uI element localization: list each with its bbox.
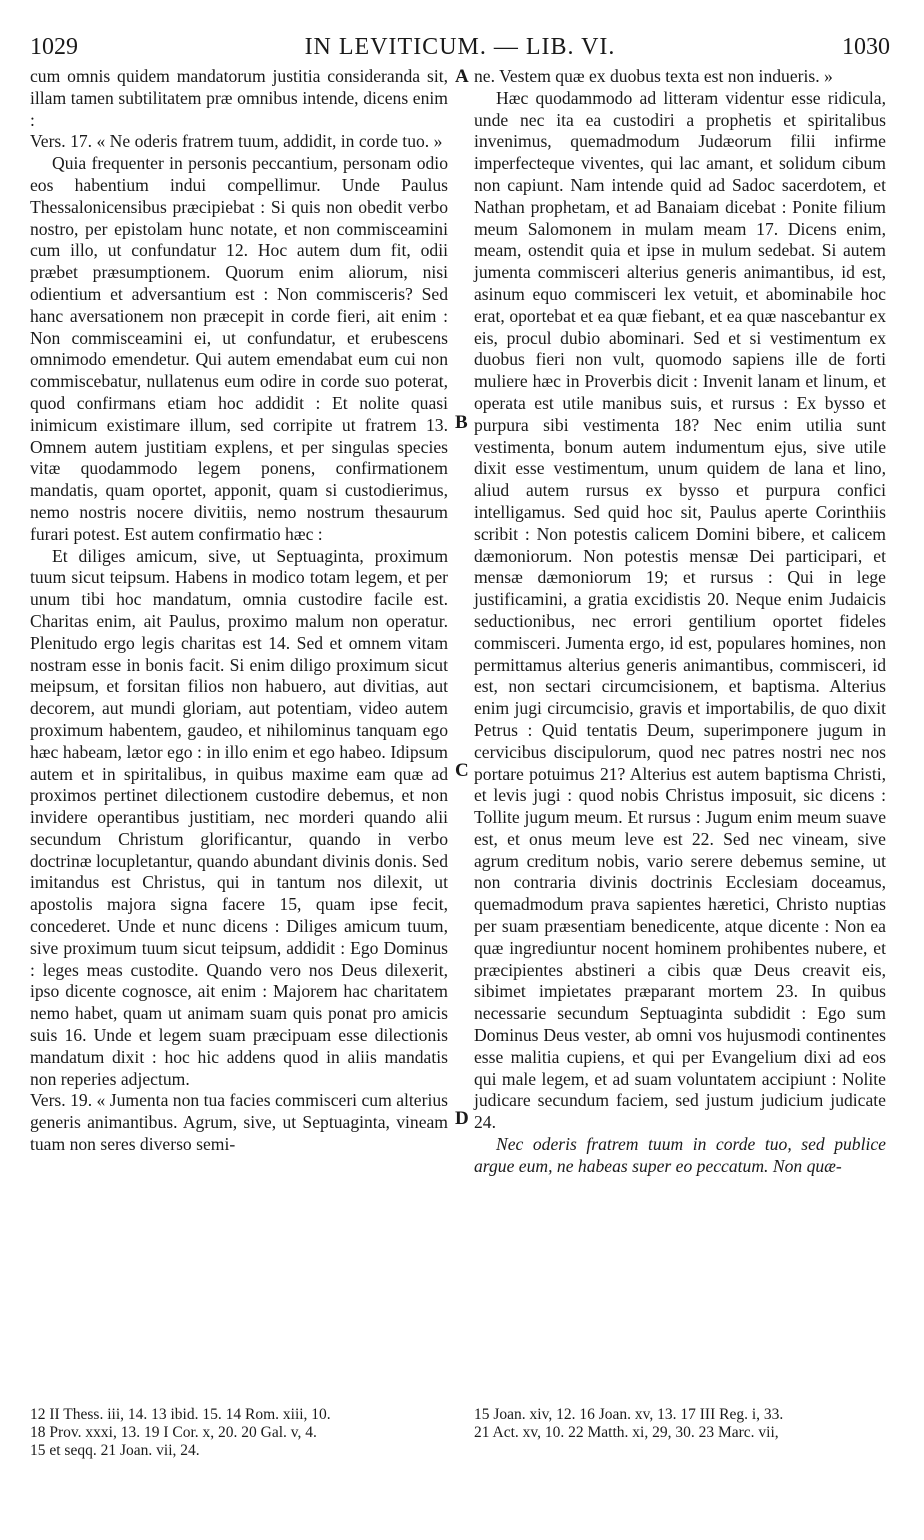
- page-number-right: 1030: [842, 34, 890, 60]
- margin-letter-c: C: [455, 760, 469, 781]
- running-title: IN LEVITICUM. — LIB. VI.: [304, 34, 616, 60]
- left-column: [30, 66, 448, 1156]
- page-header: [30, 34, 890, 64]
- verse-heading: Vers. 17. « Ne oderis fratrem tuum, addidit, in corde tuo. »: [30, 131, 443, 152]
- paragraph: Et diliges amicum, sive, ut Septuaginta, proximum tuum sicut teipsum. Habens in modico totam legem, et per unum tibi hoc mandatum, omnia custodire facile est. Charitas enim, ait Paulus, proximo malum non operatur. Plenitudo ergo legis charitas est 14. Sed et omnem vitam nostram esse in bonis facit. Si enim diligo proximum sicut meipsum, et forsitan filios non habuero, aut divitias, aut decorem, aut mundi gloriam, aut potentiam, video autem proximum habentem, gaudeo, et nihilominus tanquam ego hæc habeam, lætor ego : in illo enim et ego habeo. Idipsum autem et in spiritalibus, in quibus maxime eam quæ ad proximos pertinet dilectionem custodire debemus, et non invidere operantibus justitiam, nec morderi quando alii secundum Christum glorificantur, quando in verbo doctrinæ locupletantur, quando abundant divinis donis. Sed imitandus est Christus, qui in tantum nos dilexit, ut apostolis majora signa facere 15, quam ipse fecit, concederet. Unde et nunc dicens : Diliges amicum tuum, sive proximum tuum sicut teipsum, addidit : Ego Dominus : leges meas custodite. Quando vero nos Deus dilexerit, ipso dicente cognosce, ait enim : Majorem hac charitatem nemo habet, quam ut animam suam quis ponat pro amicis suis 16. Unde et legem suam præcipuam esse dilectionis mandatum dixit : hoc hic addens quod in aliis mandatis non reperies adjectum.: [30, 545, 448, 1089]
- margin-letter-b: B: [455, 412, 468, 433]
- footnote-line: 15 Joan. xiv, 12. 16 Joan. xv, 13. 17 III Reg. i, 33.: [474, 1406, 784, 1423]
- footnotes-left: [30, 1406, 450, 1460]
- footnote-line: 15 et seqq. 21 Joan. vii, 24.: [30, 1442, 200, 1459]
- paragraph: ne. Vestem quæ ex duobus texta est non indueris. »: [474, 66, 833, 86]
- margin-letter-d: D: [455, 1108, 469, 1129]
- right-column: [474, 66, 886, 1178]
- paragraph: cum omnis quidem mandatorum justitia consideranda sit, illam tamen subtilitatem præ omnibus intende, dicens enim :: [30, 66, 448, 130]
- footnote-line: 12 II Thess. iii, 14. 13 ibid. 15. 14 Rom. xiii, 10.: [30, 1406, 331, 1423]
- footnote-line: 18 Prov. xxxi, 13. 19 I Cor. x, 20. 20 Gal. v, 4.: [30, 1424, 317, 1441]
- margin-letter-a: A: [455, 66, 469, 87]
- footnotes-right: [474, 1406, 894, 1442]
- paragraph: Nec oderis fratrem tuum in corde tuo, sed publice argue eum, ne habeas super eo peccatum. Non quæ-: [474, 1134, 886, 1176]
- paragraph: Quia frequenter in personis peccantium, personam odio eos habentium indui compellimur. Unde Paulus Thessalonicensibus præcipiebat : Si quis non obedit verbo nostro, per epistolam hunc notate, et non commisceamini cum illo, ut confundatur 12. Hoc autem dum fit, odii præbet præsumptionem. Quorum enim aliorum, nisi odientium et adversantium est : Non commisceris? Sed hanc aversationem non præcepit in corde fieri, ait enim : Non commisceamini ei, ut confundatur, et erubescens omnimodo emendetur. Qui autem emendabat eum cui non commiscebatur, nullatenus eum odire in corde suo poterat, quod confirmans etiam hoc addidit : Et nolite quasi inimicum existimare illum, sed corripite ut fratrem 13. Omnem autem justitiam explens, et per singulas species vitæ quodammodo legem ponens, confirmationem mandatis, quam oportet, apponit, quam si custodierimus, nemo nostris nocere divitiis, nemo nostrum thesaurum furari potest. Est autem confirmatio hæc :: [30, 153, 448, 544]
- page-number-left: 1029: [30, 34, 78, 60]
- paragraph: Hæc quodammodo ad litteram videntur esse ridicula, unde nec ita ea custodiri a prophetis et spiritalibus invenimus, quemadmodum Judæorum filii infirme imperfecteque viventes, qui lac amant, et solidum cibum non capiunt. Nam intende quid ad Sadoc sacerdotem, et Nathan prophetam, et ad Banaiam dicebat : Ponite filium meum Salomonem in mulam meam 17. Dicens enim, meam, ostendit quia et ipse in mulum sedebat. Si autem jumenta commisceri alterius generis animantibus, id est, asinum equo commisceri lex vetuit, et abominabile hoc erat, oportebat et ea quæ fiebant, et ea quæ nascebantur ex eis, procul dubio abominari. Sed et si vestimentum ex duobus fieri non vult, quomodo sapiens ille de forti muliere hæc in Proverbis dicit : Invenit lanam et linum, et operata est utile manibus suis, et rursus : Ex bysso et purpura sibi vestimenta 18? Nec enim utilia sunt vestimenta, bonum autem indumentum ejus, sive utile dixit esse vestimentum, unum quidem de lana et lino, aliud autem rursus ex bysso et purpura confici intelligamus. Sed quid hoc sit, Paulus aperte Corinthiis scribit : Non potestis calicem Domini bibere, et calicem dæmoniorum. Non potestis mensæ Dei participari, et mensæ dæmoniorum 19; et rursus : Qui in lege justificamini, a gratia excidistis 20. Neque enim Judaicis seductionibus, nec errori gentilium oportet fideles commisceri. Jumenta ergo, id est, populares homines, non permittamus alterius generis animantibus, commisceri, id est, non sectari circumcisionem, et baptisma. Alterius enim jugi circumcisio, gravis et importabilis, de quo dixit Petrus : Quid tentatis Deum, superimponere jugum in cervicibus discipulorum, quod nec patres nostri nec nos portare potuimus 21? Alterius est autem baptisma Christi, et levis jugi : quod nobis Christus imposuit, sic dicens : Tollite jugum meum. Et rursus : Jugum enim meum suave est, et onus meum leve est 22. Sed nec vineam, sive agrum creditum nobis, vario serere debemus semine, ut non contraria divinis doctrinis Ecclesiam doceamus, quemadmodum prava sapientes hæretici, Christo nuptias per suam præsentiam benedicente, atque dicente : Non ea quæ ingrediuntur nocent hominem prohibentes nubere, et præcipientes abstineri a cibis quæ Deus creavit eis, sibimet impietates præparant mortem 23. In quibus necessarie secundum Septuaginta subdidit : Ego sum Dominus Deus vester, ab omni vos hujusmodi continentes esse malitia cupiens, et qui per Evangelium dixi ad eos qui male legem, et ad suam voluntatem accipiunt : Nolite judicare secundum faciem, sed justum judicium judicate 24.: [474, 87, 886, 1133]
- verse-heading: Vers. 19. « Jumenta non tua facies commisceri cum alterius generis animantibus. Agrum, sive, ut Septuaginta, vineam tuam non seres diverso semi-: [30, 1090, 448, 1155]
- footnote-line: 21 Act. xv, 10. 22 Matth. xi, 29, 30. 23 Marc. vii,: [474, 1424, 779, 1441]
